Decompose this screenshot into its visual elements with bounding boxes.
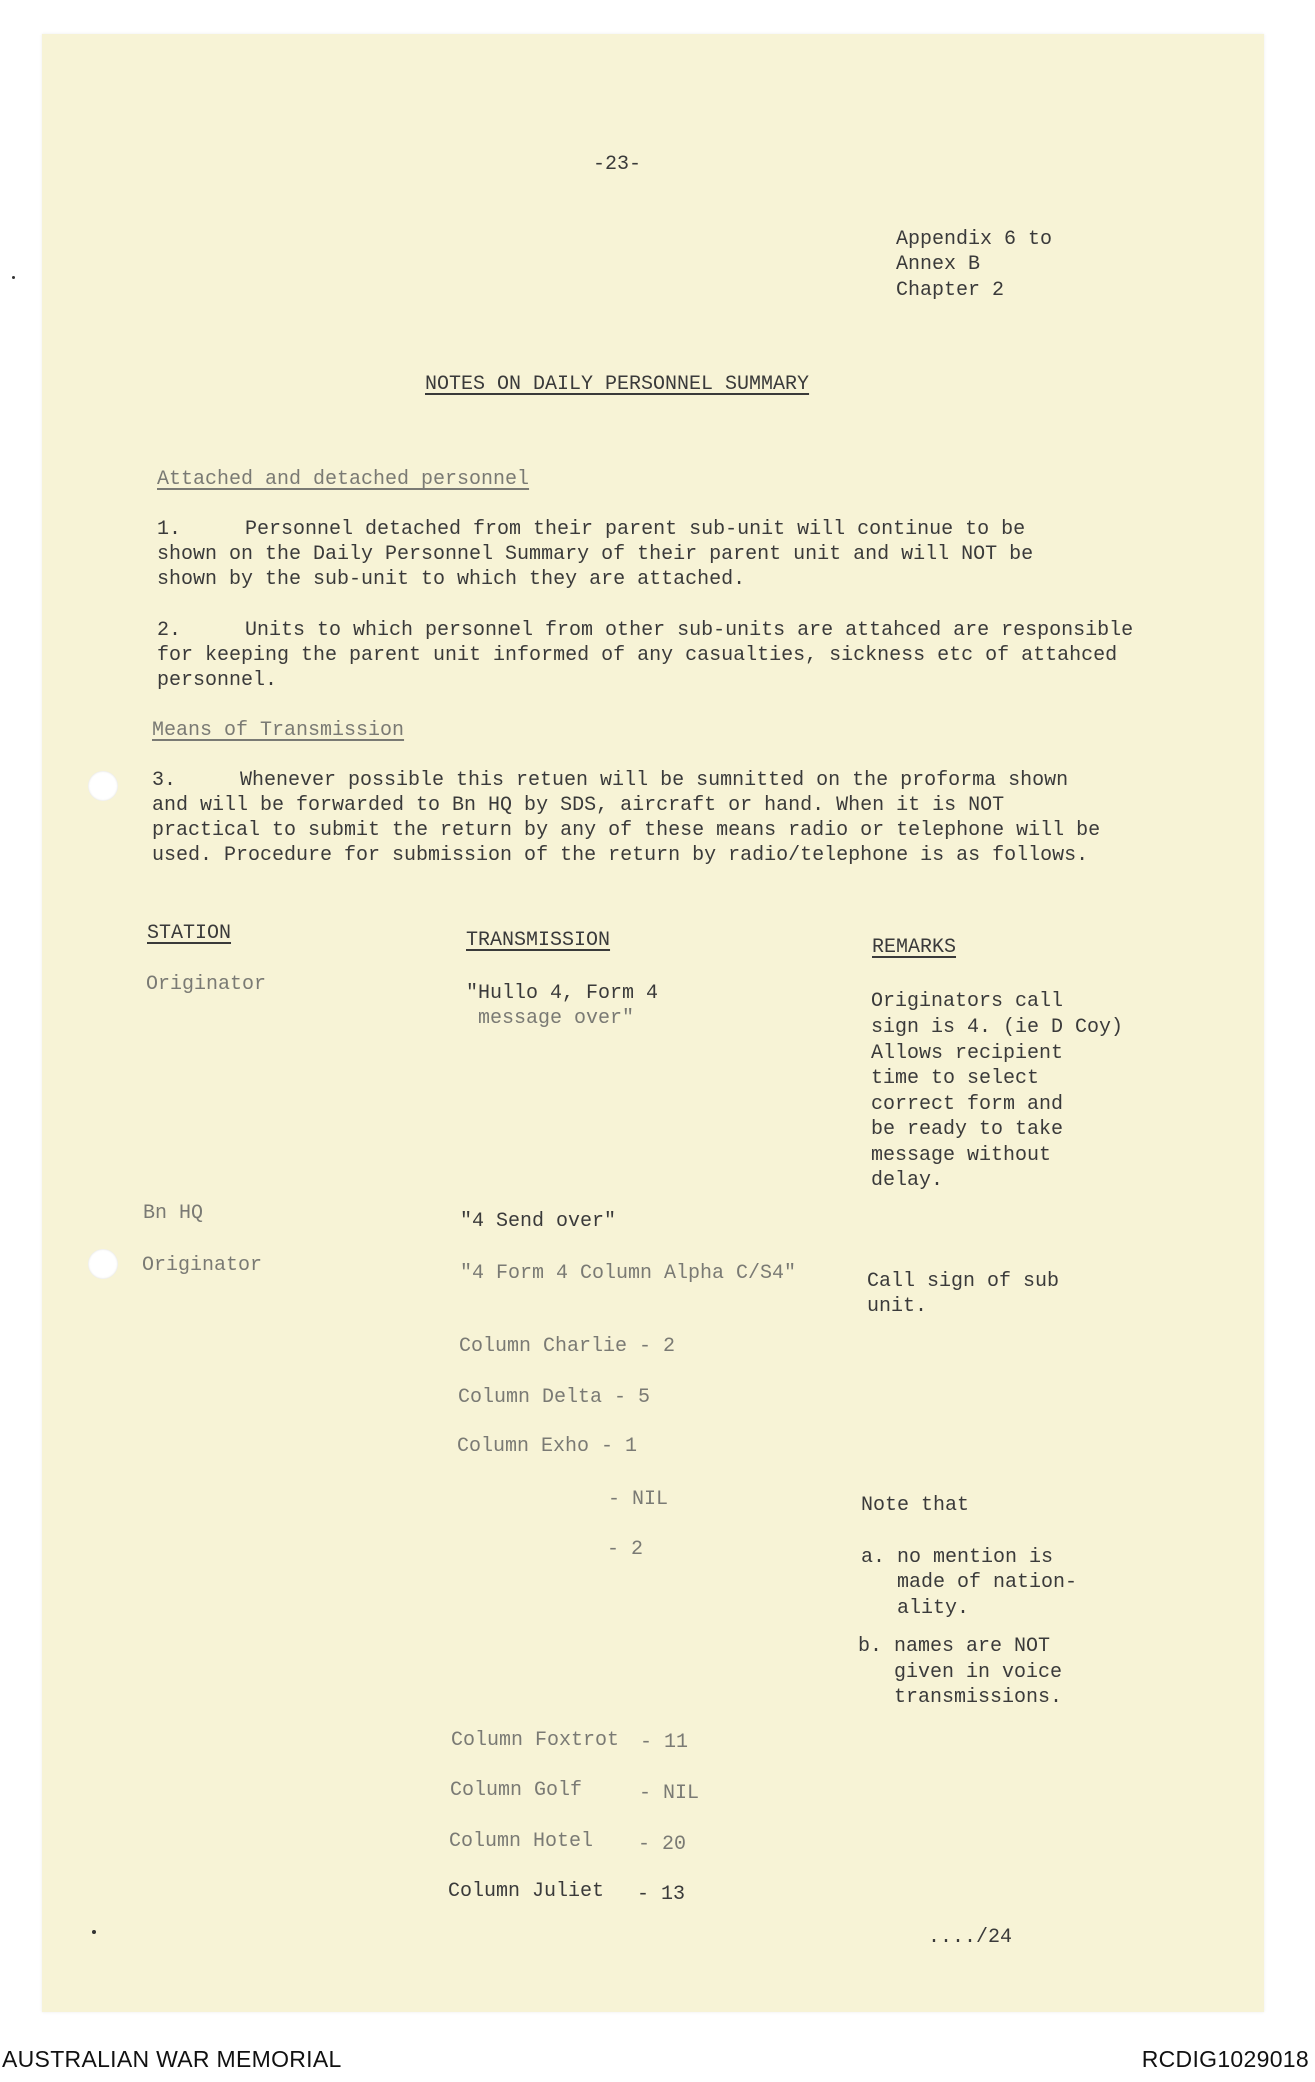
page-title: NOTES ON DAILY PERSONNEL SUMMARY bbox=[425, 373, 810, 396]
station-originator: Originator bbox=[146, 973, 267, 996]
footer-right: RCDIG1029018 bbox=[1141, 2046, 1309, 2072]
column-hotel-value: - 20 bbox=[638, 1833, 687, 1856]
column-golf-label: Column Golf bbox=[450, 1779, 583, 1802]
paragraph-2-number: 2. bbox=[157, 619, 182, 642]
column-hotel-label: Column Hotel bbox=[449, 1830, 594, 1853]
column-juliet-label: Column Juliet bbox=[448, 1880, 605, 1903]
note-b-line-2: given in voice bbox=[858, 1661, 1063, 1684]
paragraph-3 bbox=[152, 768, 1112, 868]
column-charlie: Column Charlie - 2 bbox=[459, 1335, 676, 1358]
column-juliet-value: - 13 bbox=[637, 1883, 686, 1906]
column-foxtrot-label: Column Foxtrot bbox=[451, 1729, 620, 1752]
speck bbox=[92, 1930, 96, 1934]
note-a-line-2: made of nation- bbox=[861, 1571, 1078, 1594]
note-b-line-3: transmissions. bbox=[858, 1686, 1063, 1709]
appendix-line-3: Chapter 2 bbox=[896, 279, 1005, 302]
punch-hole-upper bbox=[88, 771, 118, 801]
column-header-remarks: REMARKS bbox=[872, 936, 957, 959]
appendix-line-2: Annex B bbox=[896, 253, 981, 276]
remarks-line-5: correct form and bbox=[871, 1093, 1064, 1116]
paragraph-1-text: Personnel detached from their parent sub-unit will continue to be shown on the Daily Personnel Summary of their parent unit and will NOT be shown by the sub-unit to which they are attached. bbox=[157, 518, 1034, 591]
paragraph-3-text: Whenever possible this retuen will be sumnitted on the proforma shown and will be forwarded to Bn HQ by SDS, aircraft or hand. When it is NOT practical to submit the return by any of these means radio or telephone will be used. Procedure for submission of the return by radio/telephone is as follows. bbox=[152, 769, 1101, 867]
paragraph-3-number: 3. bbox=[152, 769, 177, 792]
note-b-line-1: b. names are NOT bbox=[858, 1635, 1051, 1658]
remarks-line-7: message without bbox=[871, 1144, 1052, 1167]
remarks-line-1: Originators call bbox=[871, 990, 1064, 1013]
transmission-hullo-line-2: message over" bbox=[466, 1007, 635, 1030]
remarks-line-2: sign is 4. (ie D Coy) bbox=[871, 1016, 1124, 1039]
remarks-call-sign-line-1: Call sign of sub bbox=[867, 1270, 1060, 1293]
transmission-form-4-alpha: "4 Form 4 Column Alpha C/S4" bbox=[460, 1262, 797, 1285]
column-exho: Column Exho - 1 bbox=[457, 1435, 638, 1458]
column-delta: Column Delta - 5 bbox=[458, 1386, 651, 1409]
section-heading-attached: Attached and detached personnel bbox=[157, 468, 530, 491]
transmission-hullo-line-1: "Hullo 4, Form 4 bbox=[466, 982, 659, 1005]
paragraph-2-text: Units to which personnel from other sub-units are attahced are responsible for keeping the parent unit informed of any casualties, sickness etc of attahced personnel. bbox=[157, 619, 1134, 692]
exho-sub-nil: - NIL bbox=[608, 1488, 669, 1511]
exho-sub-2: - 2 bbox=[607, 1538, 644, 1561]
footer-left: AUSTRALIAN WAR MEMORIAL bbox=[2, 2046, 342, 2072]
column-header-station: STATION bbox=[147, 922, 232, 945]
paragraph-1-number: 1. bbox=[157, 518, 182, 541]
continuation-marker: ..../24 bbox=[928, 1926, 1013, 1949]
note-heading: Note that bbox=[861, 1494, 970, 1517]
note-a-line-1: a. no mention is bbox=[861, 1546, 1054, 1569]
remarks-line-6: be ready to take bbox=[871, 1118, 1064, 1141]
station-originator-2: Originator bbox=[142, 1254, 263, 1277]
speck bbox=[12, 276, 15, 279]
paragraph-1 bbox=[157, 517, 1089, 592]
punch-hole-lower bbox=[88, 1249, 118, 1279]
remarks-line-8: delay. bbox=[871, 1169, 944, 1192]
paragraph-2 bbox=[157, 618, 1137, 693]
transmission-send-over: "4 Send over" bbox=[460, 1210, 617, 1233]
column-golf-value: - NIL bbox=[639, 1782, 700, 1805]
column-foxtrot-value: - 11 bbox=[640, 1731, 689, 1754]
remarks-line-3: Allows recipient bbox=[871, 1042, 1064, 1065]
page-number: -23- bbox=[593, 153, 642, 176]
column-header-transmission: TRANSMISSION bbox=[466, 929, 611, 952]
station-bn-hq: Bn HQ bbox=[143, 1202, 204, 1225]
note-a-line-3: ality. bbox=[861, 1597, 970, 1620]
appendix-line-1: Appendix 6 to bbox=[896, 228, 1053, 251]
remarks-line-4: time to select bbox=[871, 1067, 1040, 1090]
remarks-call-sign-line-2: unit. bbox=[867, 1295, 928, 1318]
section-heading-transmission: Means of Transmission bbox=[152, 719, 405, 742]
